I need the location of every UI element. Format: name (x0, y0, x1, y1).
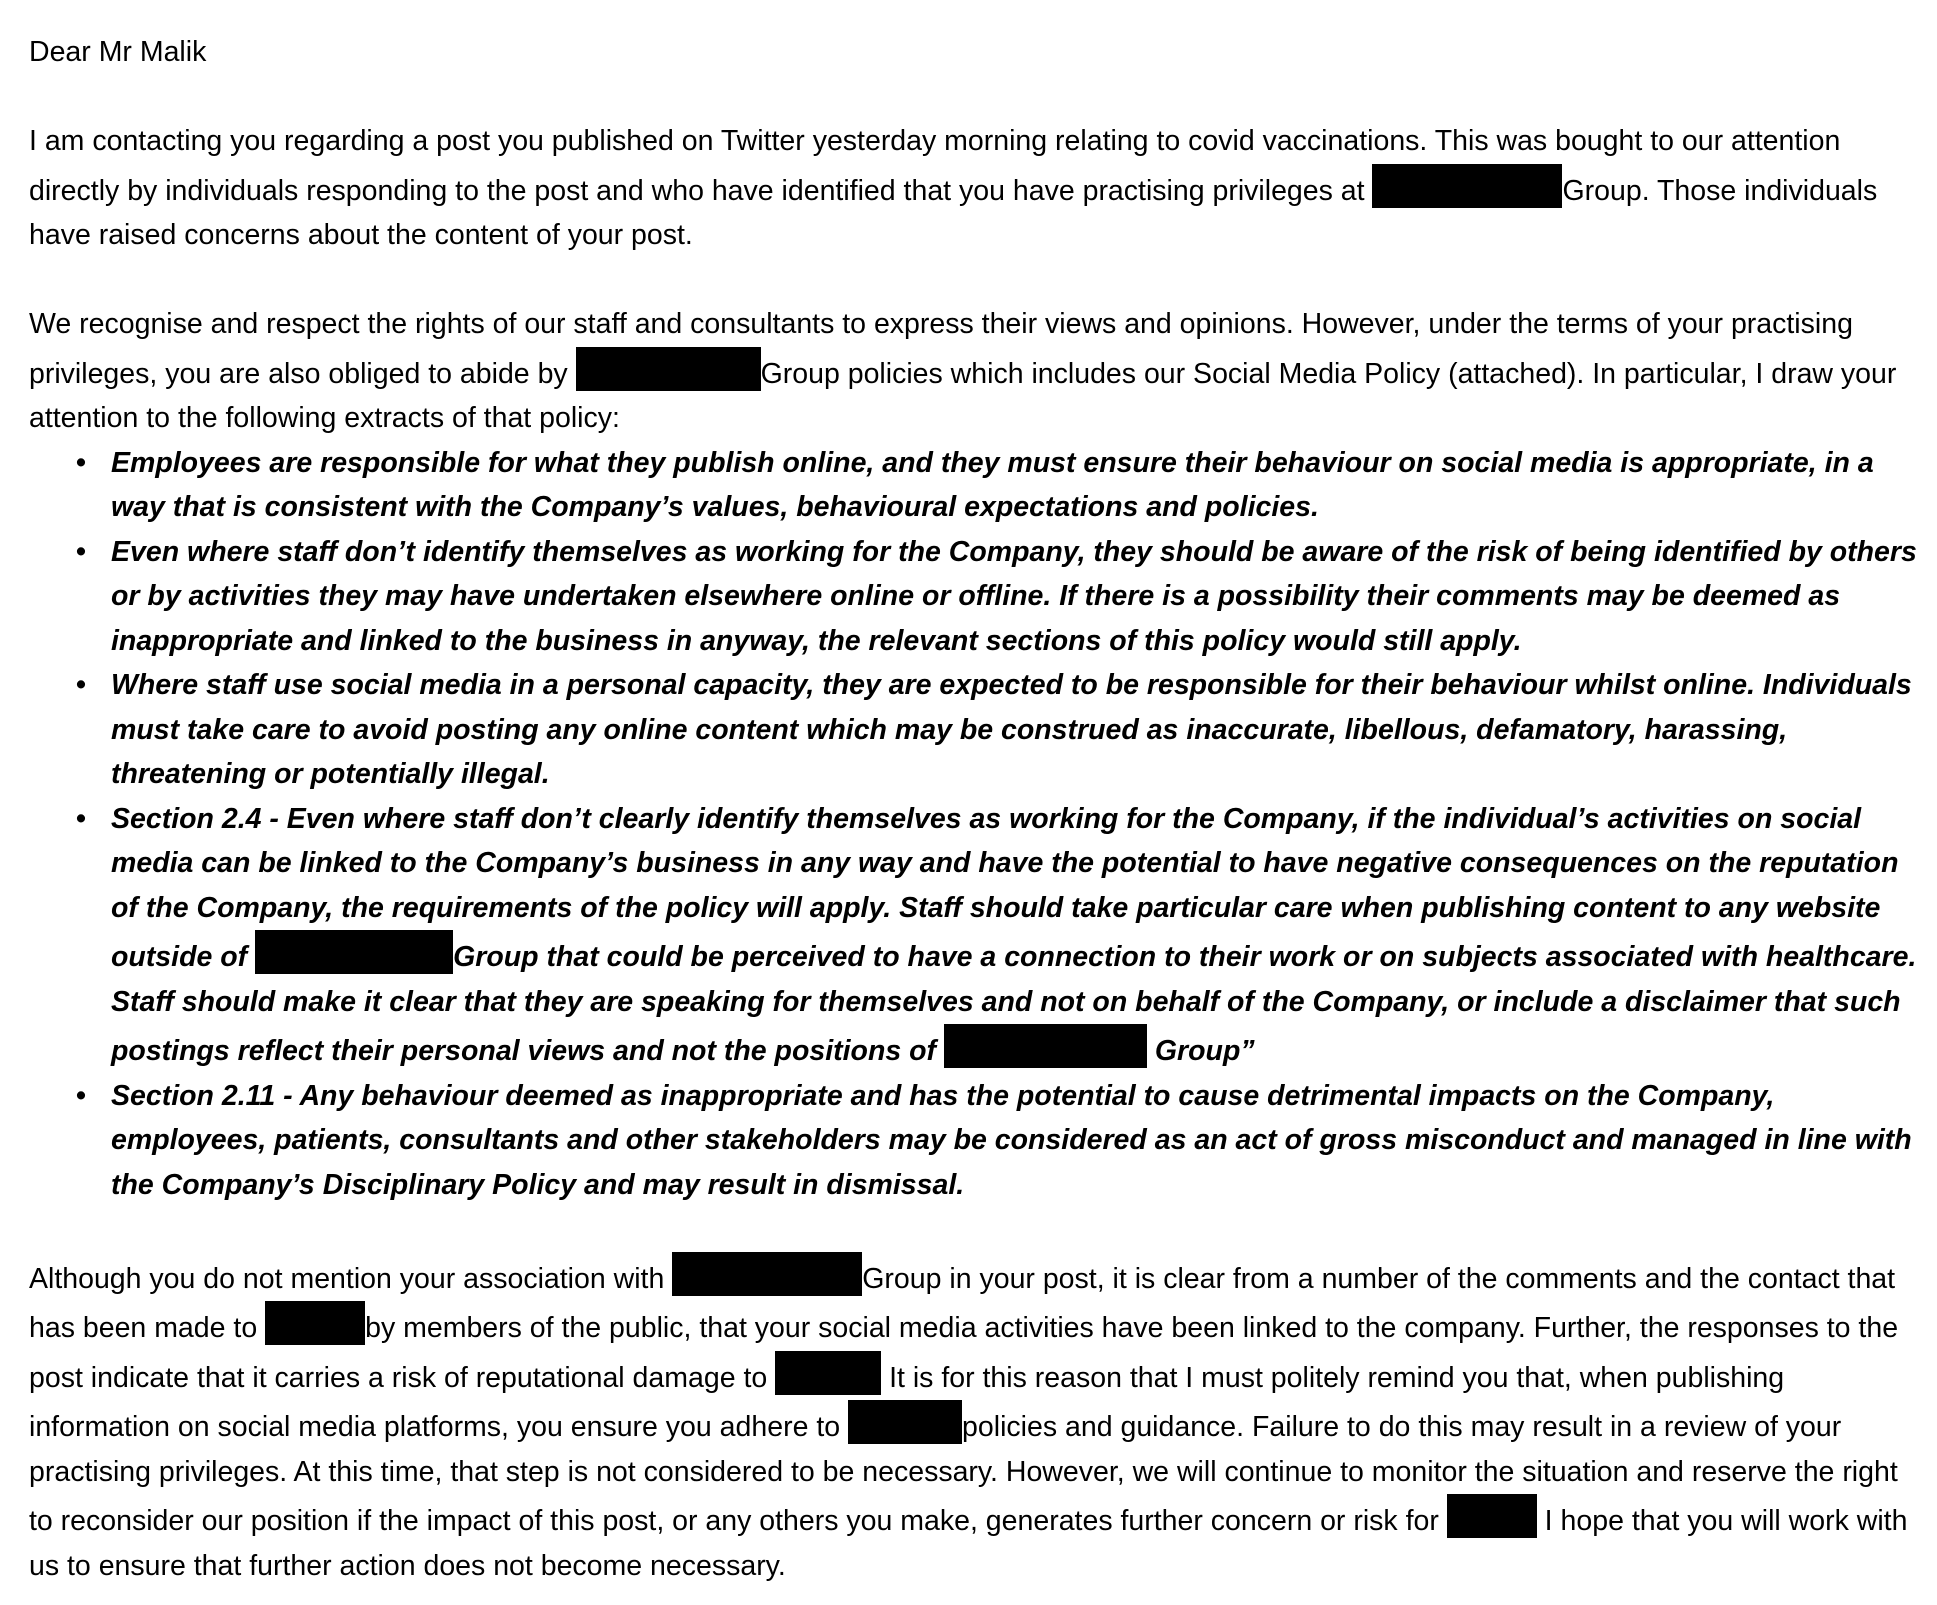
list-item (29, 797, 1929, 1074)
paragraph-spacer (29, 258, 1929, 303)
policy-extracts-list (29, 441, 1929, 1208)
paragraph-3-text-c: by members of the public, that your social media activities have been linked to the company. Further, the responses to the post indicate that it carries a risk of reputational damage to (29, 1312, 1899, 1394)
paragraph-3 (29, 1252, 1929, 1589)
redaction-box (265, 1301, 365, 1345)
redaction-box (672, 1252, 862, 1296)
paragraph-3-text-e: policies and guidance. Failure to do this may result in a review of your practising privileges. At this time, that step is not considered to be necessary. However, we will continue to monitor the situation and reserve the right to reconsider our position if the impact of this post, or any others you make, generates further concern or risk for (29, 1411, 1898, 1537)
paragraph-3-text-d: It is for this reason that I must politely remind you that, when publishing information on social media platforms, you ensure you adhere to (29, 1361, 1785, 1443)
extract-text: Section 2.11 - Any behaviour deemed as inappropriate and has the potential to cause detrimental impacts on the Company, employees, patients, consultants and other stakeholders may be considered as an act of gross misconduct and managed in line with the Company’s Disciplinary Policy and may result in dismissal. (111, 1079, 1912, 1201)
extract-text: Employees are responsible for what they publish online, and they must ensure their behaviour on social media is appropriate, in a way that is consistent with the Company’s values, behavioural expectations and policies. (111, 446, 1874, 523)
bullet-icon: • (76, 535, 86, 568)
redaction-box (576, 347, 761, 391)
paragraph-1-text-b: Group. Those individuals have raised concerns about the content of your post. (29, 174, 1878, 251)
paragraph-2-text-b: Group policies which includes our Social Media Policy (attached). In particular, I draw your attention to the following extracts of that policy: (29, 357, 1897, 434)
extract-text-a: Section 2.4 - Even where staff don’t clearly identify themselves as working for the Company, if the individual’s activities on social media can be linked to the Company’s business in any way and have the potential to have negative consequences on the reputation of the Company, the requirements of the policy will apply. Staff should take particular care when publishing content to any website outside of (111, 802, 1899, 973)
paragraph-3-text-f: I hope that you will work with us to ensure that further action does not become necessary. (29, 1505, 1908, 1582)
paragraph-1 (29, 119, 1929, 258)
extract-text: Even where staff don’t identify themselves as working for the Company, they should be aware of the risk of being identified by others or by activities they may have undertaken elsewhere online or offline. If there is a possibility their comments may be deemed as inappropriate and linked to the business in anyway, the relevant sections of this policy would still apply. (111, 535, 1917, 657)
redaction-box (944, 1024, 1147, 1068)
list-item (29, 1074, 1929, 1208)
paragraph-spacer (29, 75, 1929, 120)
redaction-box (775, 1351, 881, 1395)
paragraph-3-text-a: Although you do not mention your association with (29, 1262, 673, 1295)
bullet-icon: • (76, 802, 86, 835)
bullet-icon: • (76, 446, 86, 479)
letter-body (29, 30, 1929, 1588)
list-item (29, 441, 1929, 530)
paragraph-spacer (29, 1207, 1929, 1252)
list-item (29, 530, 1929, 664)
redaction-box (848, 1400, 962, 1444)
paragraph-1-text-a: I am contacting you regarding a post you published on Twitter yesterday morning relating to covid vaccinations. This was bought to our attention directly by individuals responding to the post and who have identified that you have practising privileges at (29, 125, 1841, 207)
redaction-box (255, 930, 453, 974)
paragraph-3-text-b: Group in your post, it is clear from a number of the comments and the contact that has been made to (29, 1262, 1896, 1344)
extract-text: Where staff use social media in a personal capacity, they are expected to be responsible for their behaviour whilst online. Individuals must take care to avoid posting any online content which may be construed as inaccurate, libellous, defamatory, harassing, threatening or potentially illegal. (111, 669, 1912, 790)
paragraph-2-text-a: We recognise and respect the rights of our staff and consultants to express their views and opinions. However, under the terms of your practising privileges, you are also obliged to abide by (29, 308, 1853, 390)
list-item (29, 663, 1929, 797)
redaction-box (1372, 164, 1562, 208)
salutation: Dear Mr Malik (29, 36, 207, 68)
paragraph-2 (29, 302, 1929, 441)
extract-text-b: Group that could be perceived to have a connection to their work or on subjects associated with healthcare. Staff should make it clear that they are speaking for themselves and not on behalf of the Company, or include a disclaimer that such postings reflect their personal views and not the positions of (111, 941, 1917, 1067)
extract-text-c: Group” (1146, 1035, 1255, 1067)
bullet-icon: • (76, 669, 86, 701)
redaction-box (1447, 1494, 1537, 1538)
bullet-icon: • (76, 1079, 86, 1112)
